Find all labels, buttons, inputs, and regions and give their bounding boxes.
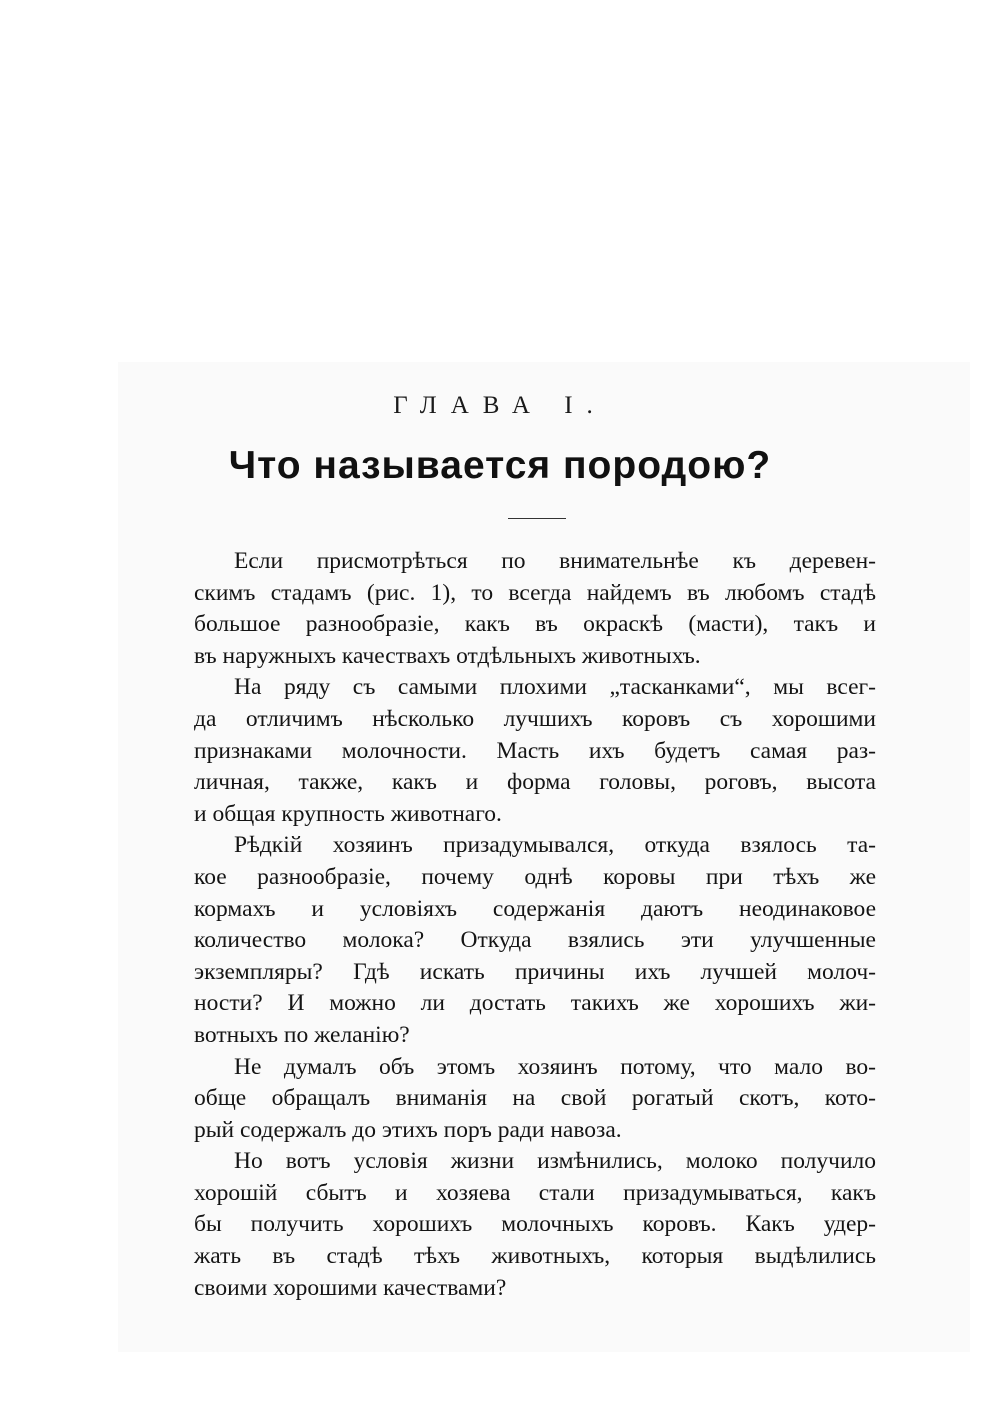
text-line: кое разнообразіе, почему однѣ коровы при тѣхъ же: [194, 863, 876, 890]
chapter-label: ГЛАВА I.: [393, 392, 607, 419]
paragraph-2: [194, 672, 876, 830]
text-line: На ряду съ самыми плохими „тасканками“, мы всег-: [234, 674, 876, 701]
text-line: Не думалъ объ этомъ хозяинъ потому, что мало во-: [234, 1053, 876, 1080]
text-line: своими хорошими качествами?: [194, 1274, 507, 1301]
text-line: вотныхъ по желанію?: [194, 1021, 410, 1048]
text-line: кормахъ и условіяхъ содержанія даютъ неодинаковое: [194, 895, 876, 922]
paragraph-5: [194, 1146, 876, 1304]
paragraph-4: [194, 1052, 876, 1147]
text-line: скимъ стадамъ (рис. 1), то всегда найдемъ въ любомъ стадѣ: [194, 579, 876, 606]
text-line: хорошій сбытъ и хозяева стали призадумываться, какъ: [194, 1179, 876, 1206]
chapter-title: Что называется породою?: [228, 444, 772, 487]
paragraph-3: [194, 830, 876, 1051]
chapter-body: [194, 546, 876, 1304]
paragraph-1: [194, 546, 876, 672]
text-line: обще обращалъ вниманія на свой рогатый скотъ, кото-: [194, 1085, 876, 1112]
text-line: количество молока? Откуда взялись эти улучшенные: [194, 927, 876, 954]
text-line: бы получить хорошихъ молочныхъ коровъ. Какъ удер-: [194, 1211, 876, 1238]
title-divider: [508, 518, 566, 519]
text-line: рый содержалъ до этихъ поръ ради навоза.: [194, 1116, 622, 1143]
text-line: экземпляры? Гдѣ искать причины ихъ лучшей молоч-: [194, 958, 876, 985]
text-line: ности? И можно ли достать такихъ же хорошихъ жи-: [194, 990, 876, 1017]
text-line: личная, также, какъ и форма головы, роговъ, высота: [194, 769, 876, 796]
text-line: Но вотъ условія жизни измѣнились, молоко получило: [234, 1148, 876, 1175]
text-line: въ наружныхъ качествахъ отдѣльныхъ животныхъ.: [194, 642, 701, 669]
text-line: признаками молочности. Масть ихъ будетъ самая раз-: [194, 737, 876, 764]
text-line: да отличимъ нѣсколько лучшихъ коровъ съ хорошими: [194, 705, 876, 732]
text-line: и общая крупность животнаго.: [194, 800, 502, 827]
text-line: Рѣдкій хозяинъ призадумывался, откуда взялось та-: [234, 832, 876, 859]
text-line: жать въ стадѣ тѣхъ животныхъ, которыя выдѣлились: [194, 1243, 876, 1270]
text-line: Если присмотрѣться по внимательнѣе къ деревен-: [234, 548, 876, 574]
text-line: большое разнообразіе, какъ въ окраскѣ (масти), такъ и: [194, 611, 876, 638]
